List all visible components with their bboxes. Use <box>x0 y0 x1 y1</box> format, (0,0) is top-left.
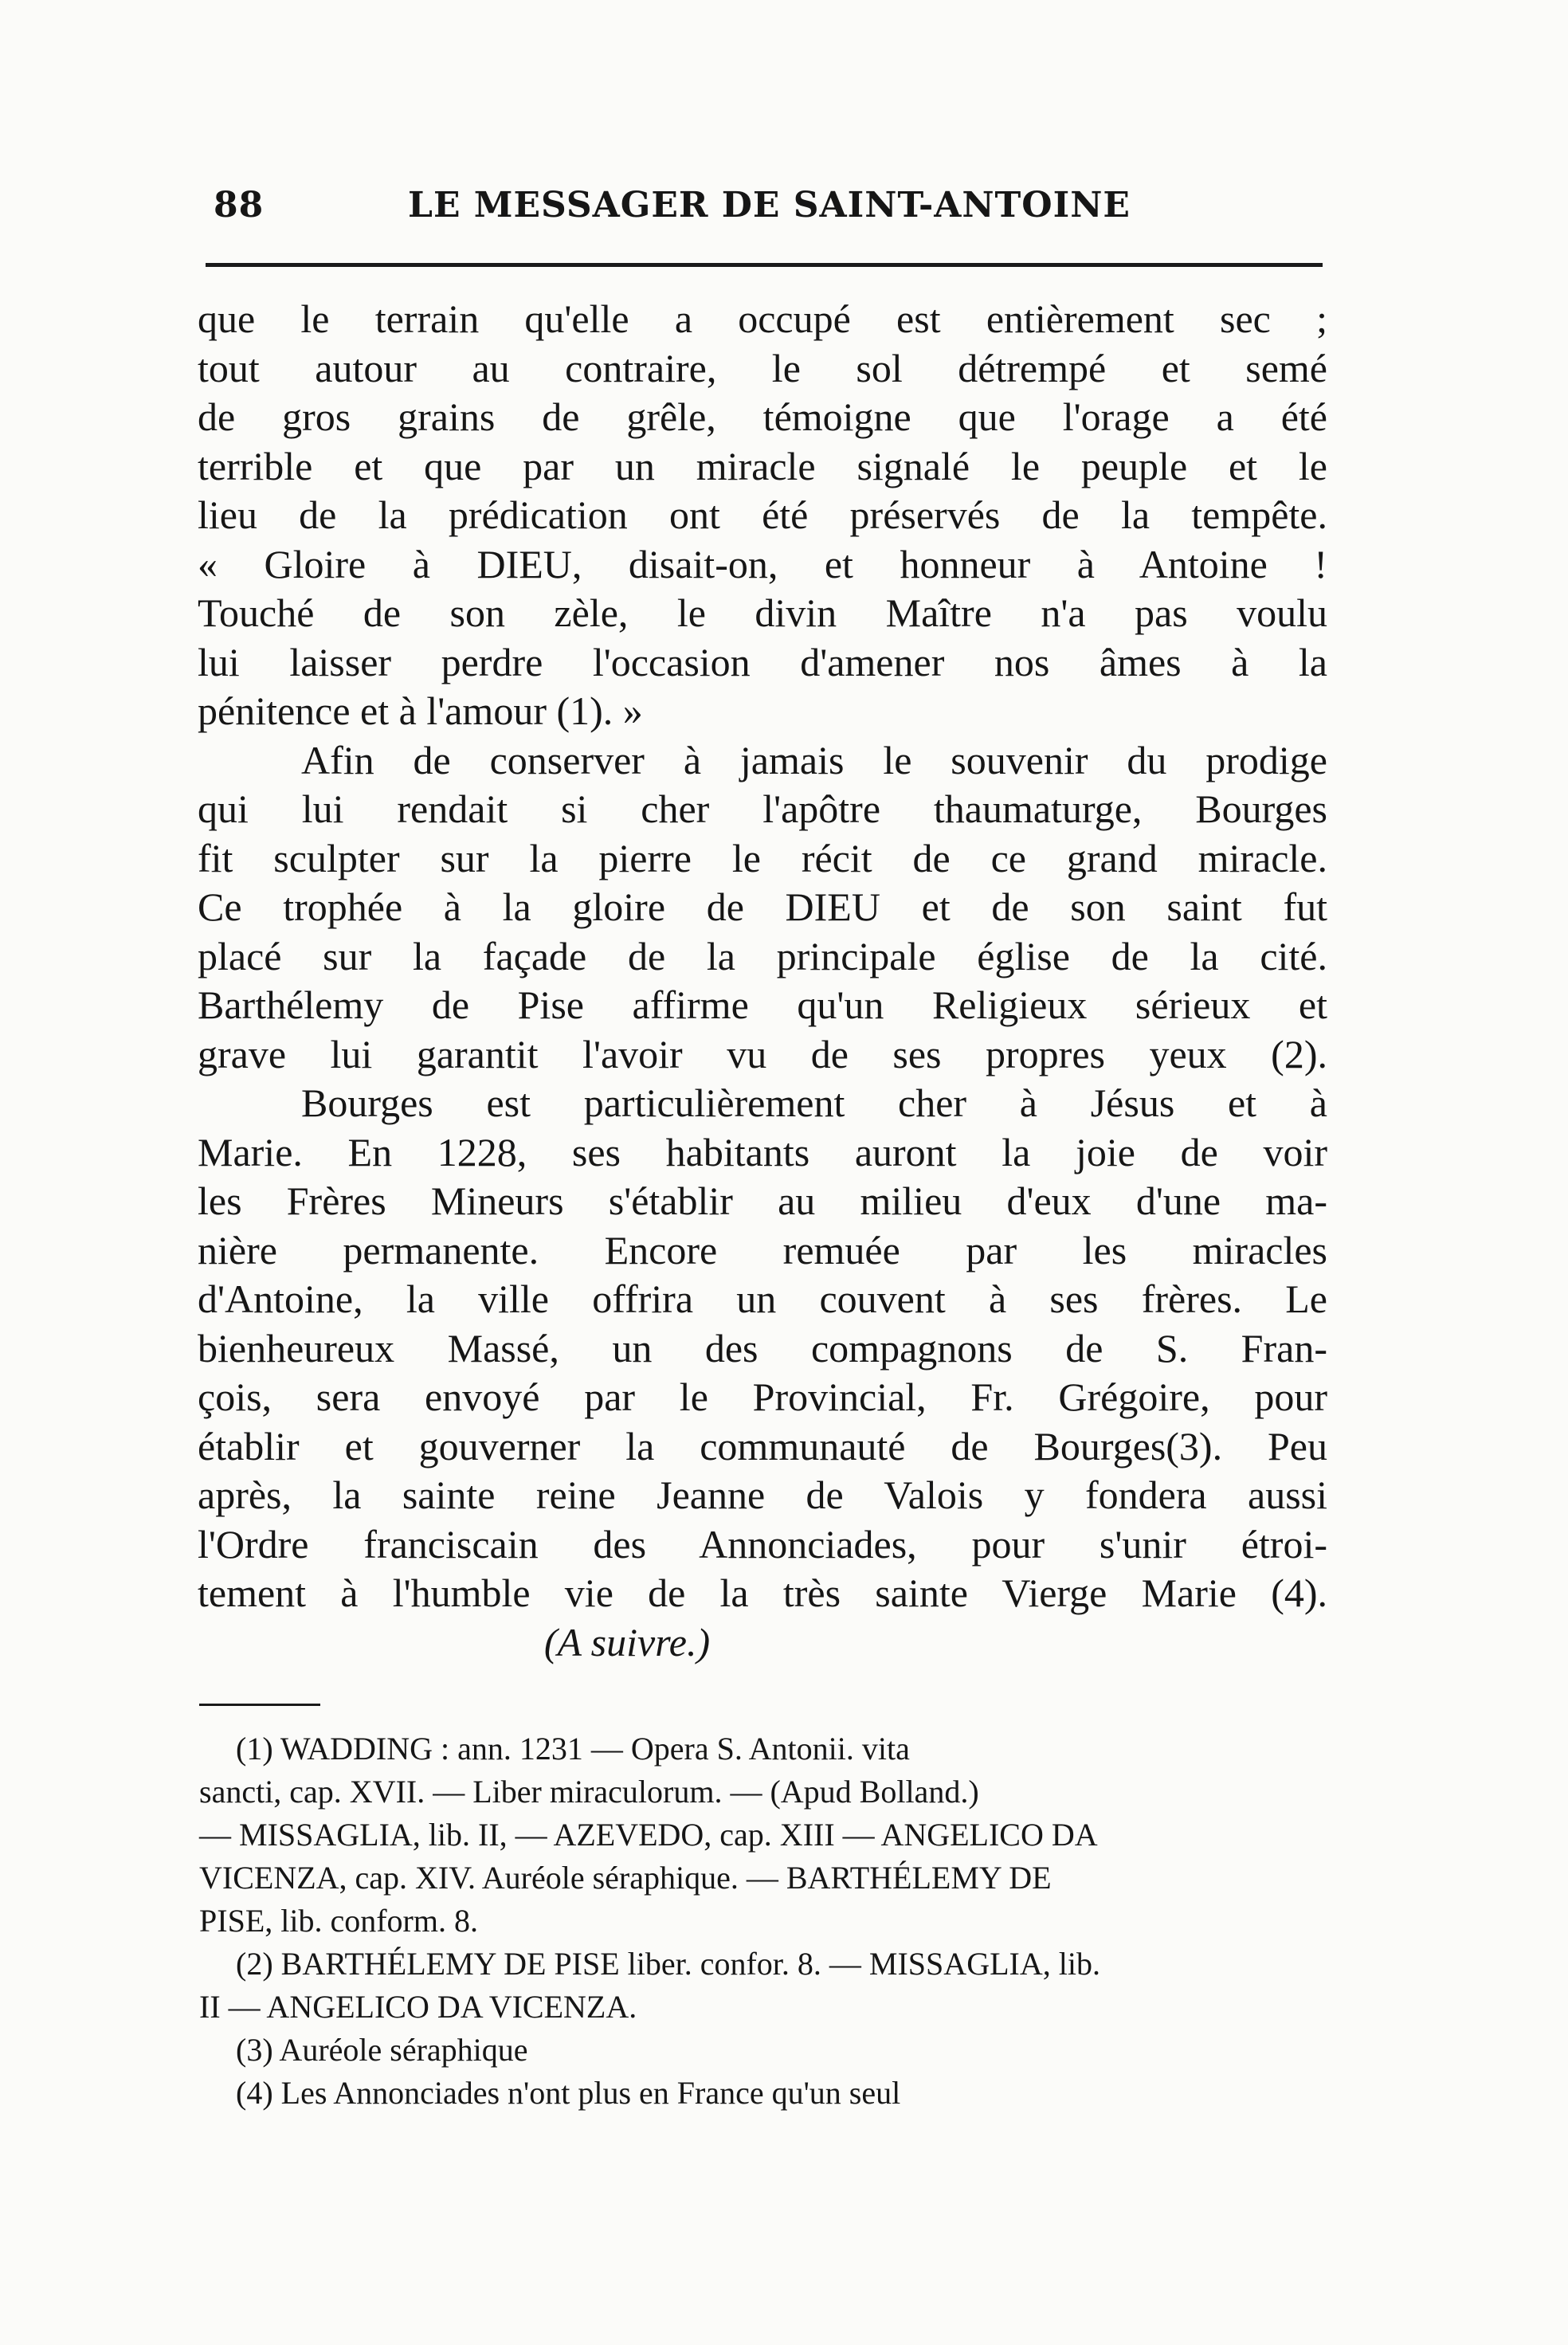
footnote-line: (1) WADDING : ann. 1231 — Opera S. Antonii. vita <box>236 1731 910 1767</box>
footnote-line: (4) Les Annonciades n'ont plus en France qu'un seul <box>236 2075 901 2111</box>
body-line: Touché de son zèle, le divin Maître n'a pas voulu <box>198 590 1327 635</box>
body-line: Marie. En 1228, ses habitants auront la joie de voir <box>198 1129 1327 1174</box>
body-line: çois, sera envoyé par le Provincial, Fr. Grégoire, pour <box>198 1374 1327 1419</box>
body-line: qui lui rendait si cher l'apôtre thaumaturge, Bourges <box>198 786 1327 831</box>
body-line: terrible et que par un miracle signalé le peuple et le <box>198 443 1327 488</box>
running-title: LE MESSAGER DE SAINT-ANTOINE <box>408 185 1131 225</box>
body-line: Afin de conserver à jamais le souvenir du prodige <box>301 737 1327 782</box>
body-line: Ce trophée à la gloire de DIEU et de son saint fut <box>198 884 1327 929</box>
body-line: tement à l'humble vie de la très sainte Vierge Marie (4). <box>198 1571 1327 1615</box>
body-line: Barthélemy de Pise affirme qu'un Religieux sérieux et <box>198 982 1327 1027</box>
body-line: Bourges est particulièrement cher à Jésus et à <box>301 1080 1327 1125</box>
body-line: que le terrain qu'elle a occupé est entièrement sec ; <box>198 296 1327 341</box>
header-rule <box>206 263 1323 267</box>
body-line: pénitence et à l'amour (1). » <box>198 688 643 733</box>
body-line: après, la sainte reine Jeanne de Valois y fondera aussi <box>198 1472 1327 1517</box>
body-line: grave lui garantit l'avoir vu de ses propres yeux (2). <box>198 1031 1327 1076</box>
body-line: de gros grains de grêle, témoigne que l'orage a été <box>198 394 1327 439</box>
body-line: nière permanente. Encore remuée par les miracles <box>198 1227 1327 1272</box>
footnote-line: II — ANGELICO DA VICENZA. <box>199 1989 637 2025</box>
footnote-line: — MISSAGLIA, lib. II, — AZEVEDO, cap. XIII — ANGELICO DA <box>199 1817 1098 1853</box>
footnote-line: (2) BARTHÉLEMY DE PISE liber. confor. 8. — MISSAGLIA, lib. <box>236 1946 1100 1982</box>
body-line: lieu de la prédication ont été préservés de la tempête. <box>198 492 1327 537</box>
footnote-line: PISE, lib. conform. 8. <box>199 1903 478 1939</box>
footnote-rule <box>199 1704 320 1706</box>
footnote-line: VICENZA, cap. XIV. Auréole séraphique. — BARTHÉLEMY DE <box>199 1860 1052 1896</box>
footnotes <box>199 1727 1327 2115</box>
body-line: fit sculpter sur la pierre le récit de ce grand miracle. <box>198 835 1327 880</box>
body-line: tout autour au contraire, le sol détrempé et semé <box>198 345 1327 390</box>
page-number: 88 <box>214 185 265 225</box>
body-line: lui laisser perdre l'occasion d'amener nos âmes à la <box>198 639 1327 684</box>
body-text <box>198 295 1327 1667</box>
body-line: l'Ordre franciscain des Annonciades, pour s'unir étroi- <box>198 1521 1327 1567</box>
body-line: les Frères Mineurs s'établir au milieu d'eux d'une ma- <box>198 1178 1327 1223</box>
body-line: « Gloire à DIEU, disait-on, et honneur à Antoine ! <box>198 541 1327 586</box>
body-line: établir et gouverner la communauté de Bourges(3). Peu <box>198 1423 1327 1469</box>
body-line: placé sur la façade de la principale église de la cité. <box>198 933 1327 978</box>
footnote-line: sancti, cap. XVII. — Liber miraculorum. — (Apud Bolland.) <box>199 1774 979 1810</box>
footnote-line: (3) Auréole séraphique <box>236 2032 528 2068</box>
body-line: bienheureux Massé, un des compagnons de S. Fran- <box>198 1325 1327 1371</box>
to-be-continued: (A suivre.) <box>543 1619 711 1665</box>
body-line: d'Antoine, la ville offrira un couvent à ses frères. Le <box>198 1276 1327 1321</box>
